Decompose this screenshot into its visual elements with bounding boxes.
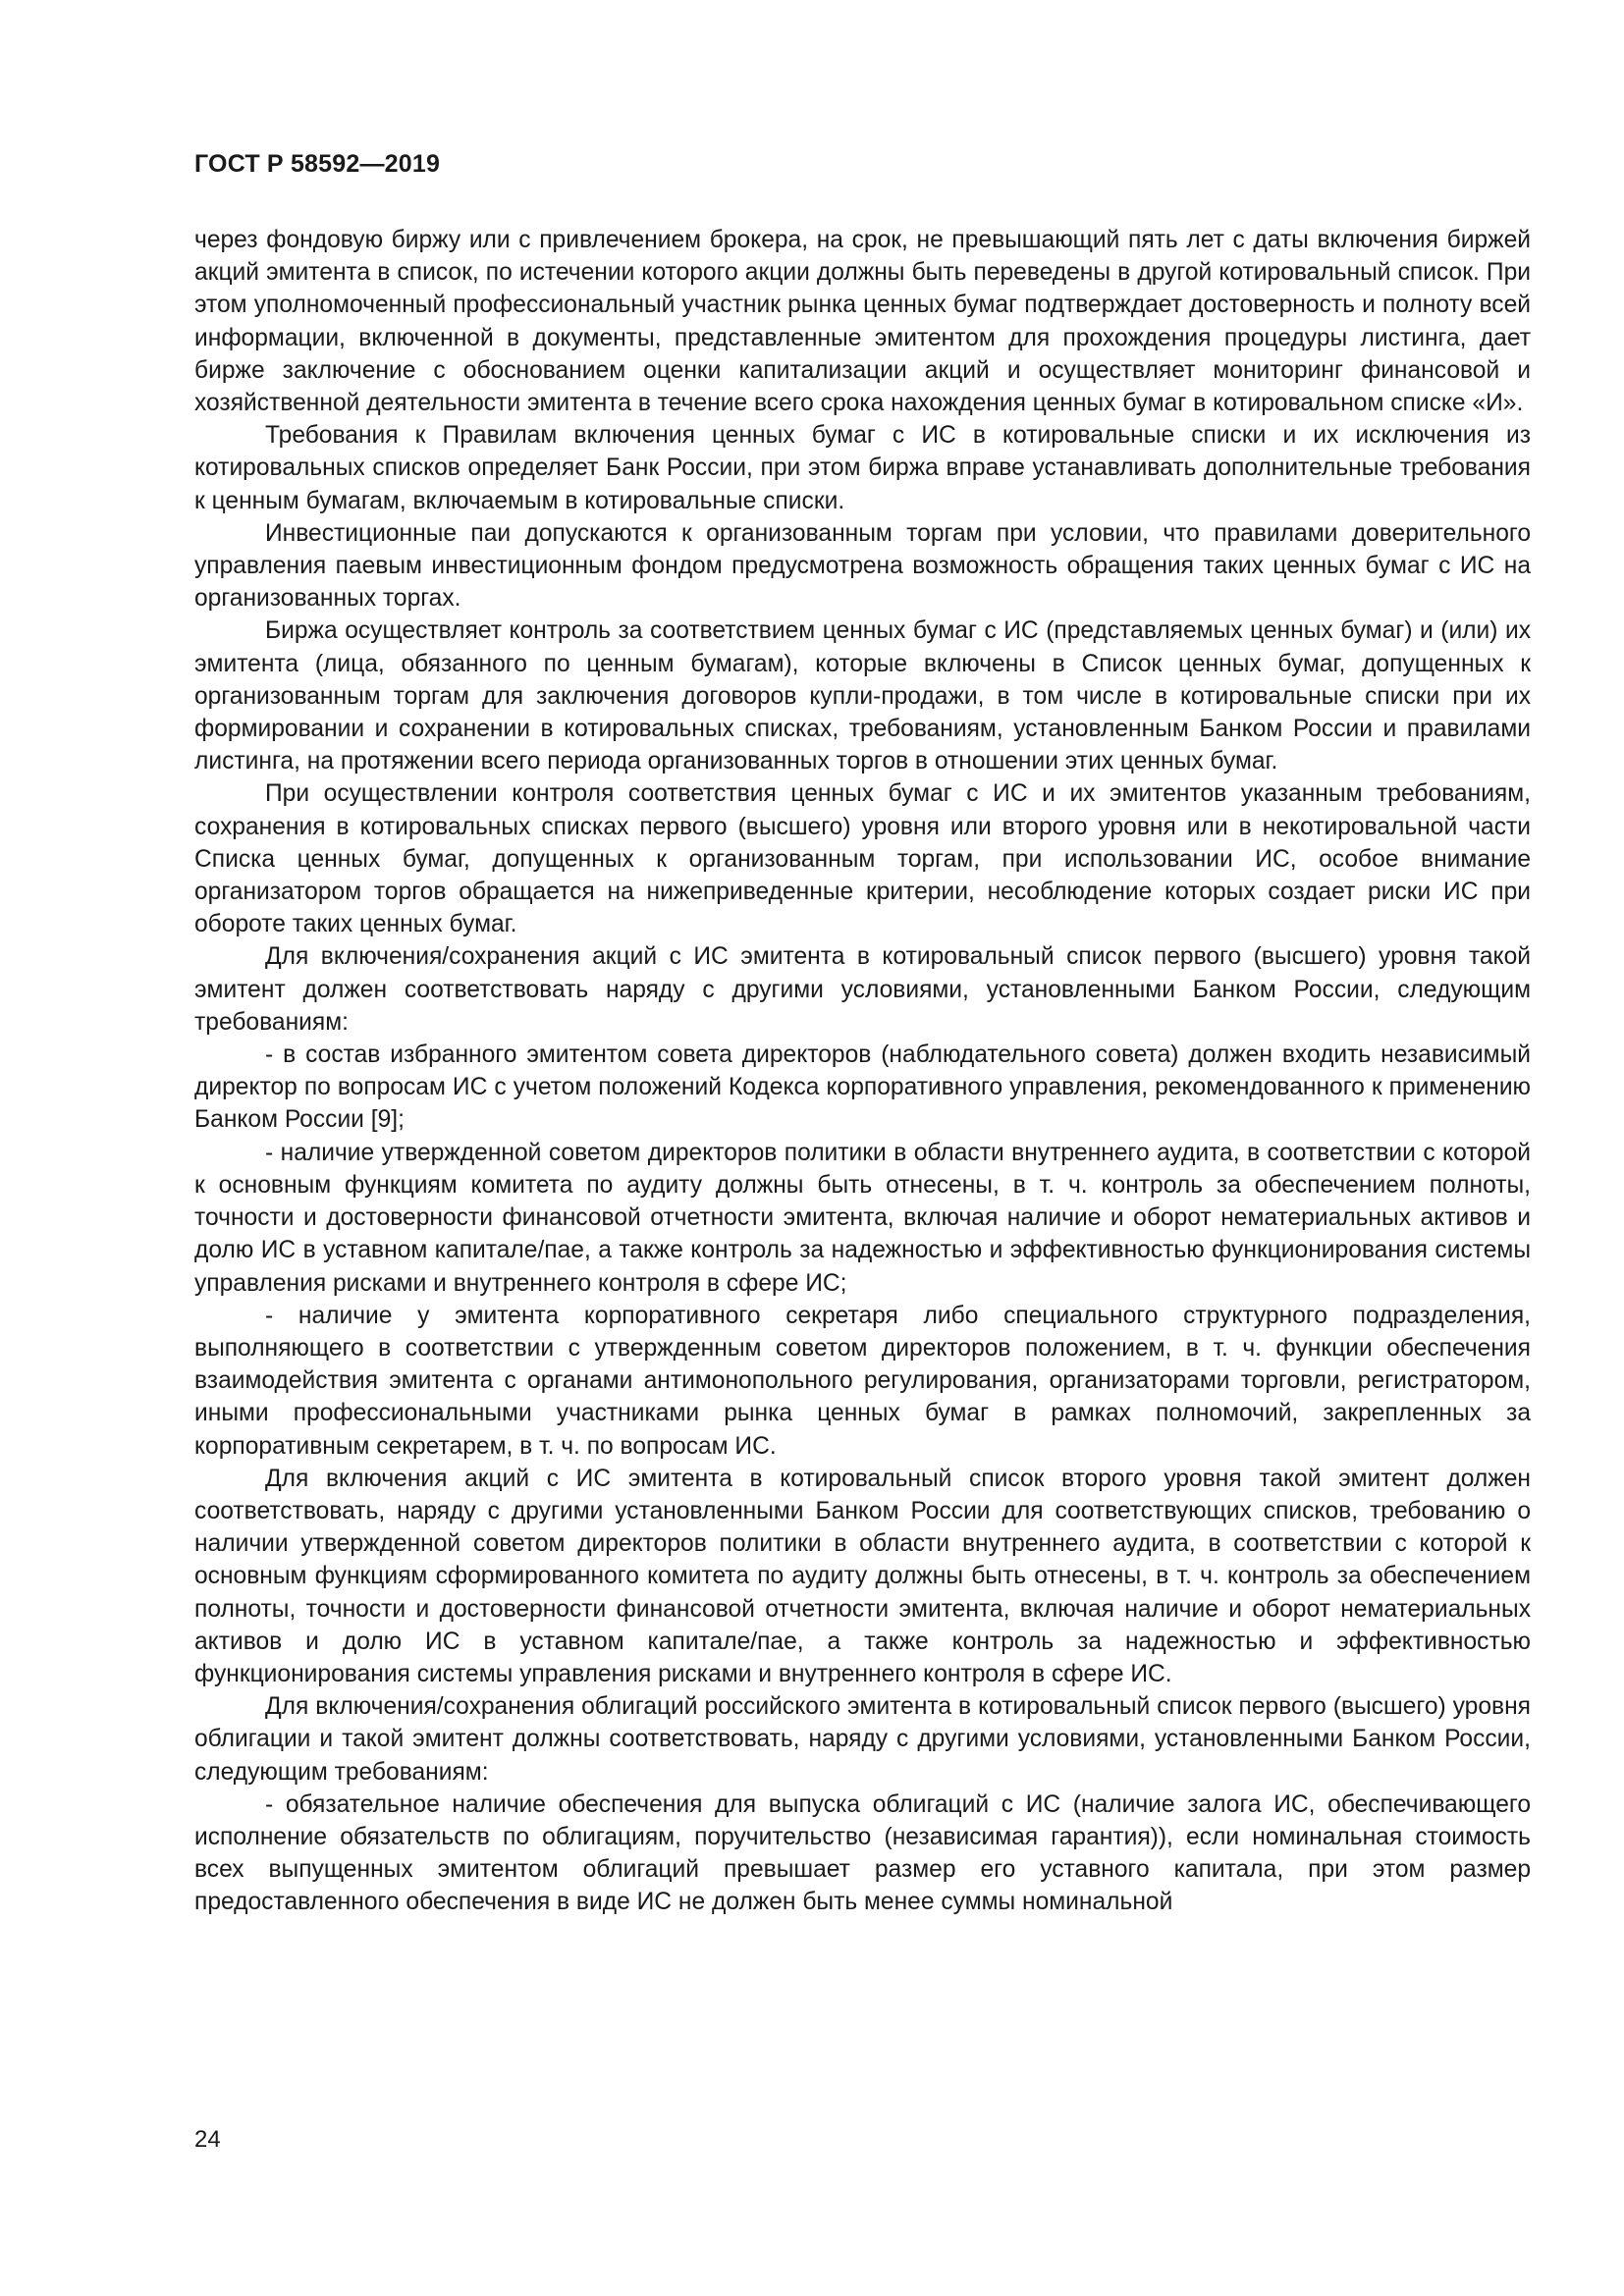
page-number: 24: [194, 2126, 221, 2153]
paragraph: Для включения/сохранения акций с ИС эмитента в котировальный список первого (высшего) уровня такой эмитент должен соответствовать наряду с другими условиями, установленными Банком России, следующим требованиям:: [194, 943, 1531, 1036]
paragraph: Инвестиционные паи допускаются к организованным торгам при условии, что правилами доверительного управления паевым инвестиционным фондом предусмотрена возможность обращения таких ценных бумаг с ИС на организованных торгах.: [194, 519, 1531, 613]
paragraph: Для включения/сохранения облигаций российского эмитента в котировальный список первого (высшего) уровня облигации и такой эмитент должны соответствовать, наряду с другими условиями, установленными Банком России, следующим требованиям:: [194, 1693, 1531, 1786]
body-text: [194, 224, 1531, 1919]
list-item: - в состав избранного эмитентом совета директоров (наблюдательного совета) должен входить независимый директор по вопросам ИС с учетом положений Кодекса корпоративного управления, рекомендованного к применению Банком России [9];: [194, 1041, 1531, 1134]
paragraph: Требования к Правилам включения ценных бумаг с ИС в котировальные списки и их исключения из котировальных списков определяет Банк России, при этом биржа вправе устанавливать дополнительные требования к ценным бумагам, включаемым в котировальные списки.: [194, 422, 1531, 514]
paragraph: Для включения акций с ИС эмитента в котировальный список второго уровня такой эмитент должен соответствовать, наряду с другими установленными Банком России для соответствующих списков, требованию о наличии утвержденной советом директоров политики в области внутреннего аудита, в соответствии с которой к основным функциям сформированного комитета по аудиту должны быть отнесены, в т. ч. контроль за обеспечением полноты, точности и достоверности финансовой отчетности эмитента, включая наличие и оборот нематериальных активов и долю ИС в уставном капитале/пае, а также контроль за надежностью и эффективностью функционирования системы управления рисками и внутреннего контроля в сфере ИС.: [194, 1465, 1531, 1687]
list-item: - наличие у эмитента корпоративного секретаря либо специального структурного подразделения, выполняющего в соответствии с утвержденным советом директоров положением, в т. ч. функции обеспечения взаимодействия эмитента с органами антимонопольного регулирования, организаторами торговли, регистратором, иными профессиональными участниками рынка ценных бумаг в рамках полномочий, закрепленных за корпоративным секретарем, в т. ч. по вопросам ИС.: [194, 1302, 1531, 1460]
list-item: - наличие утвержденной советом директоров политики в области внутреннего аудита, в соответствии с которой к основным функциям комитета по аудиту должны быть отнесены, в т. ч. контроль за обеспечением полноты, точности и достоверности финансовой отчетности эмитента, включая наличие и оборот нематериальных активов и долю ИС в уставном капитале/пае, а также контроль за надежностью и эффективностью функционирования системы управления рисками и внутреннего контроля в сфере ИС;: [194, 1139, 1531, 1297]
paragraph: Биржа осуществляет контроль за соответствием ценных бумаг с ИС (представляемых ценных бумаг) и (или) их эмитента (лица, обязанного по ценным бумагам), которые включены в Список ценных бумаг, допущенных к организованным торгам для заключения договоров купли-продажи, в том числе в котировальные списки при их формировании и сохранении в котировальных списках, требованиям, установленным Банком России и правилами листинга, на протяжении всего периода организованных торгов в отношении этих ценных бумаг.: [194, 617, 1531, 775]
paragraph-continuation: через фондовую биржу или с привлечением брокера, на срок, не превышающий пять лет с даты включения биржей акций эмитента в список, по истечении которого акции должны быть переведены в другой котировальный список. При этом уполномоченный профессиональный участник рынка ценных бумаг подтверждает достоверность и полноту всей информации, включенной в документы, представленные эмитентом для прохождения процедуры листинга, дает бирже заключение с обоснованием оценки капитализации акций и осуществляет мониторинг финансовой и хозяйственной деятельности эмитента в течение всего срока нахождения ценных бумаг в котировальном списке «И».: [194, 227, 1531, 417]
document-header: ГОСТ Р 58592—2019: [194, 150, 441, 178]
list-item: - обязательное наличие обеспечения для выпуска облигаций с ИС (наличие залога ИС, обеспечивающего исполнение обязательств по облигациям, поручительство (независимая гарантия)), если номинальная стоимость всех выпущенных эмитентом облигаций превышает размер его уставного капитала, при этом размер предоставленного обеспечения в виде ИС не должен быть менее суммы номинальной: [194, 1790, 1531, 1916]
paragraph: При осуществлении контроля соответствия ценных бумаг с ИС и их эмитентов указанным требованиям, сохранения в котировальных списках первого (высшего) уровня или второго уровня или в некотировальной части Списка ценных бумаг, допущенных к организованным торгам, при использовании ИС, особое внимание организатором торгов обращается на нижеприведенные критерии, несоблюдение которых создает риски ИС при обороте таких ценных бумаг.: [194, 780, 1531, 938]
